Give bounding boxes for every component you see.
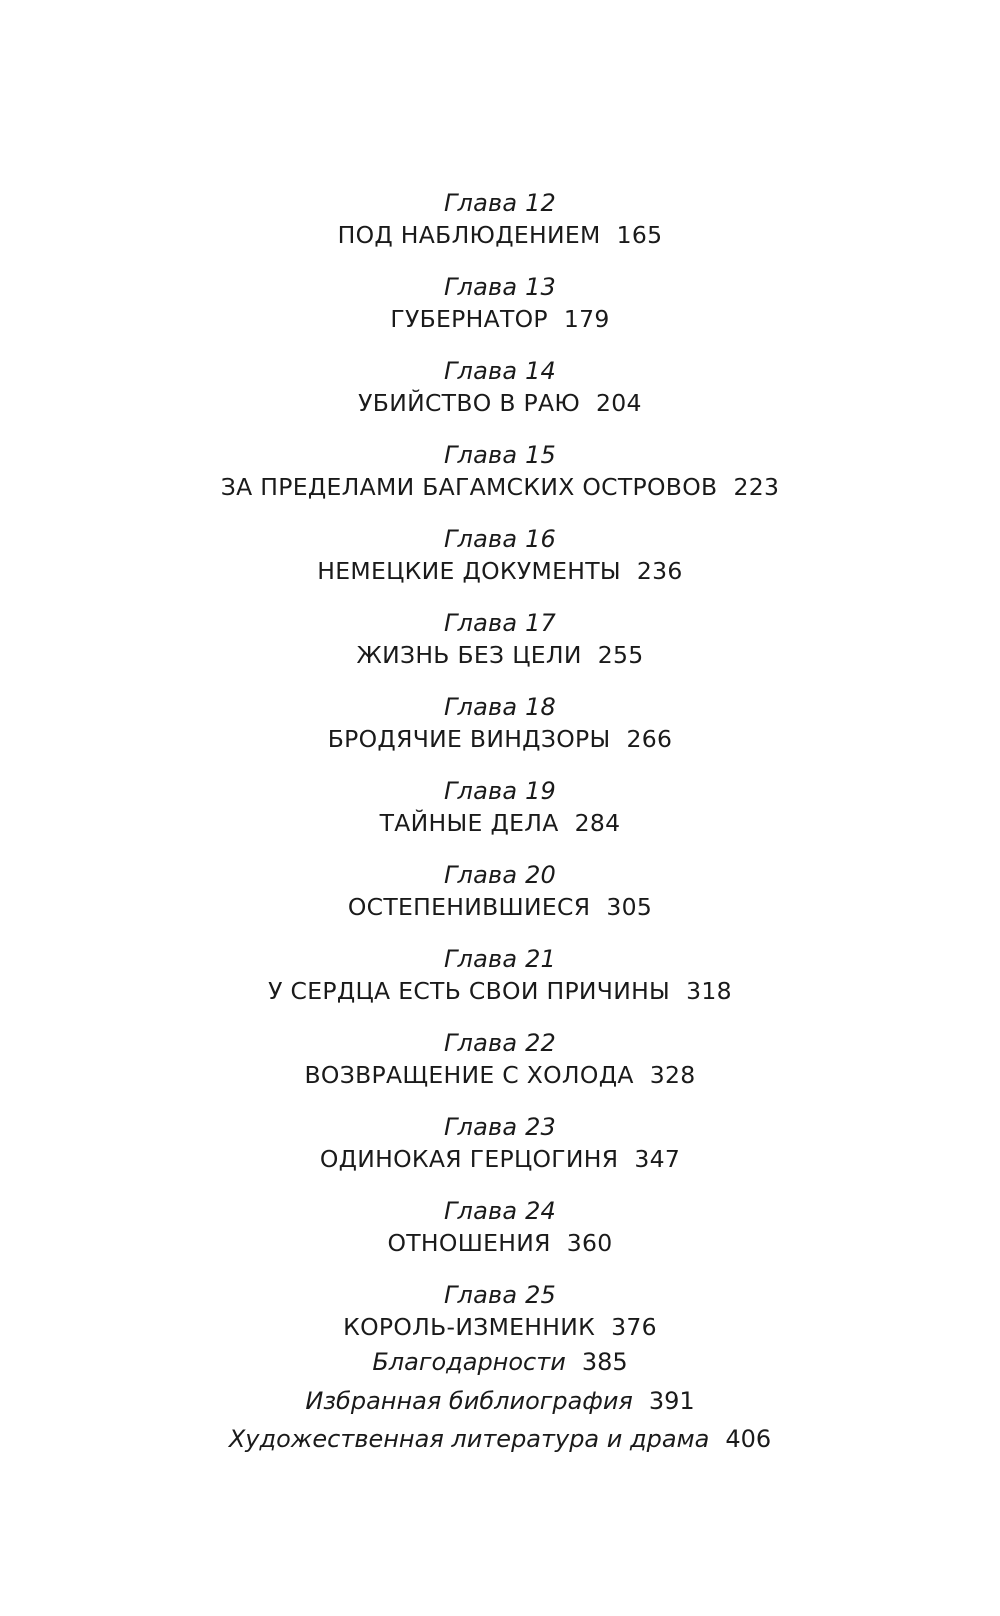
chapter-title: ОСТЕПЕНИВШИЕСЯ — [347, 893, 591, 921]
chapter-label: Глава 20 — [443, 861, 557, 889]
toc-chapter-entry — [0, 1280, 1000, 1347]
toc-chapter-entry — [0, 692, 1000, 776]
chapter-title: ГУБЕРНАТОР — [390, 305, 548, 333]
chapter-title-line — [0, 1228, 1000, 1280]
table-of-contents — [0, 188, 1000, 1463]
chapter-title-line — [0, 808, 1000, 860]
toc-chapter-entry — [0, 1028, 1000, 1112]
backmatter-title: Избранная библиография — [305, 1386, 633, 1415]
chapter-label: Глава 25 — [443, 1281, 557, 1309]
toc-backmatter-entry — [0, 1347, 1000, 1386]
toc-chapter-entry — [0, 860, 1000, 944]
chapter-title-line — [0, 724, 1000, 776]
chapter-title: ПОД НАБЛЮДЕНИЕМ — [337, 221, 601, 249]
toc-backmatter-entry — [0, 1424, 1000, 1463]
chapter-label: Глава 17 — [443, 609, 557, 637]
toc-chapter-entry — [0, 608, 1000, 692]
chapter-title-line — [0, 472, 1000, 524]
chapter-label: Глава 12 — [443, 189, 557, 217]
toc-chapter-entry — [0, 272, 1000, 356]
chapter-title-line — [0, 1144, 1000, 1196]
page-number: 391 — [648, 1386, 695, 1415]
backmatter-title: Художественная литература и драма — [228, 1425, 710, 1453]
page-number: 406 — [725, 1425, 772, 1453]
page-number: 284 — [574, 809, 621, 837]
toc-chapter-entry — [0, 1196, 1000, 1280]
backmatter-title: Благодарности — [372, 1348, 566, 1376]
chapter-title: КОРОЛЬ-ИЗМЕННИК — [343, 1313, 596, 1341]
toc-chapter-entry — [0, 1112, 1000, 1196]
chapter-title-line — [0, 304, 1000, 356]
chapter-title: НЕМЕЦКИЕ ДОКУМЕНТЫ — [317, 557, 621, 585]
toc-backmatter-entry — [0, 1386, 1000, 1425]
chapter-title-line — [0, 556, 1000, 608]
page-number: 328 — [649, 1061, 696, 1089]
chapter-label: Глава 22 — [443, 1029, 557, 1057]
chapter-label: Глава 19 — [443, 777, 557, 805]
chapter-title: ЗА ПРЕДЕЛАМИ БАГАМСКИХ ОСТРОВОВ — [220, 473, 718, 501]
chapter-title: ОТНОШЕНИЯ — [387, 1229, 551, 1257]
chapter-label: Глава 23 — [443, 1113, 557, 1141]
toc-chapter-entry — [0, 188, 1000, 272]
page-number: 223 — [733, 473, 780, 501]
page-number: 347 — [634, 1145, 681, 1173]
page-number: 376 — [611, 1313, 657, 1341]
page-number: 204 — [596, 389, 642, 417]
chapter-title: БРОДЯЧИЕ ВИНДЗОРЫ — [327, 725, 611, 753]
chapter-title: У СЕРДЦА ЕСТЬ СВОИ ПРИЧИНЫ — [268, 977, 671, 1005]
toc-chapter-entry — [0, 440, 1000, 524]
page-number: 360 — [566, 1229, 613, 1257]
page-number: 179 — [563, 305, 610, 333]
page-number: 385 — [581, 1348, 628, 1376]
chapter-title: ТАЙНЫЕ ДЕЛА — [379, 809, 559, 837]
chapter-label: Глава 21 — [443, 945, 557, 973]
toc-chapter-entry — [0, 524, 1000, 608]
chapter-label: Глава 14 — [443, 357, 557, 385]
page-number: 318 — [686, 977, 732, 1005]
chapter-title-line — [0, 1312, 1000, 1347]
chapter-title: ЖИЗНЬ БЕЗ ЦЕЛИ — [356, 641, 582, 669]
chapter-label: Глава 24 — [443, 1197, 557, 1225]
chapter-title-line — [0, 388, 1000, 440]
toc-chapter-entry — [0, 356, 1000, 440]
chapter-title-line — [0, 640, 1000, 692]
toc-chapter-entry — [0, 944, 1000, 1028]
chapter-label: Глава 15 — [443, 441, 557, 469]
chapter-title-line — [0, 1060, 1000, 1112]
chapter-title: УБИЙСТВО В РАЮ — [358, 389, 581, 417]
page-number: 266 — [626, 725, 673, 753]
chapter-label: Глава 18 — [443, 693, 557, 721]
chapter-title-line — [0, 220, 1000, 272]
chapter-title-line — [0, 892, 1000, 944]
chapter-title: ОДИНОКАЯ ГЕРЦОГИНЯ — [319, 1145, 619, 1173]
page-number: 165 — [616, 221, 663, 249]
chapter-title-line — [0, 976, 1000, 1028]
toc-chapter-entry — [0, 776, 1000, 860]
page-number: 236 — [636, 557, 683, 585]
chapter-label: Глава 16 — [443, 525, 557, 553]
chapter-title: ВОЗВРАЩЕНИЕ С ХОЛОДА — [304, 1061, 634, 1089]
page-number: 255 — [597, 641, 644, 669]
page-number: 305 — [606, 893, 653, 921]
chapter-label: Глава 13 — [443, 273, 557, 301]
